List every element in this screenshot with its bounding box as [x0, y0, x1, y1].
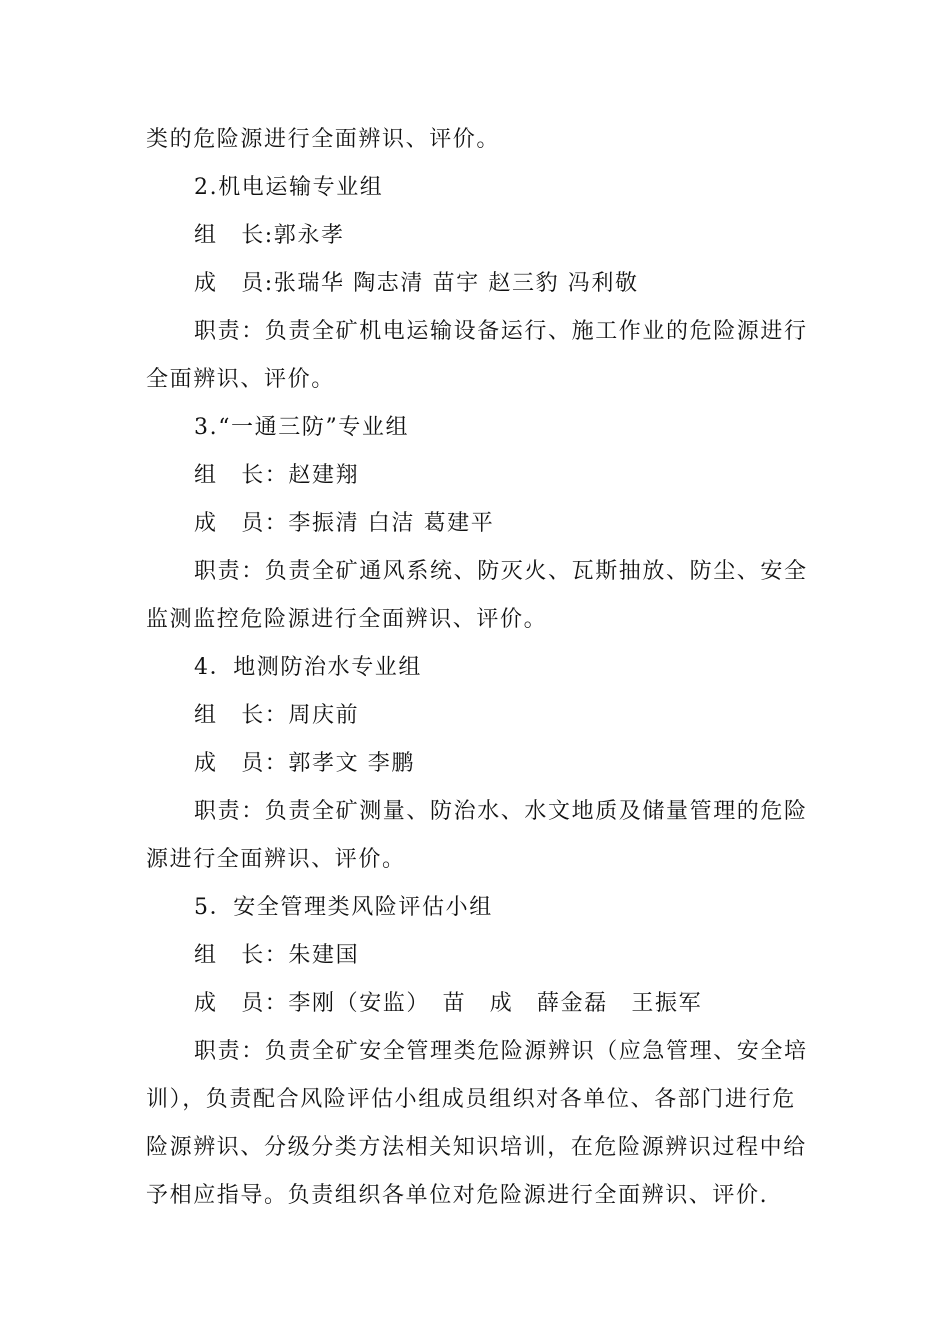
duty-continuation: 监测监控危险源进行全面辨识、评价。 — [146, 607, 548, 632]
group-members-line: 成 员：郭孝文 李鹏 — [194, 751, 415, 776]
duty-line: 职责：负责全矿测量、防治水、水文地质及储量管理的危险 — [194, 799, 808, 824]
group-leader-line: 组 长:郭永孝 — [194, 223, 345, 248]
section-heading-electromechanical: 2.机电运输专业组 — [194, 175, 384, 200]
section-heading-safety-management: 5．安全管理类风险评估小组 — [194, 895, 493, 920]
section-heading-geology-water: 4．地测防治水专业组 — [194, 655, 422, 680]
duty-continuation: 全面辨识、评价。 — [146, 367, 335, 392]
duty-continuation: 予相应指导。负责组织各单位对危险源进行全面辨识、评价. — [146, 1183, 769, 1208]
group-leader-line: 组 长：周庆前 — [194, 703, 360, 728]
paragraph-continuation: 类的危险源进行全面辨识、评价。 — [146, 127, 501, 152]
duty-line: 职责：负责全矿机电运输设备运行、施工作业的危险源进行 — [194, 319, 808, 344]
duty-continuation: 险源辨识、分级分类方法相关知识培训，在危险源辨识过程中给 — [146, 1135, 807, 1160]
duty-continuation: 源进行全面辨识、评价。 — [146, 847, 406, 872]
group-leader-line: 组 长：朱建国 — [194, 943, 360, 968]
section-heading-ventilation: 3.“一通三防”专业组 — [194, 415, 410, 440]
duty-line: 职责：负责全矿通风系统、防灭火、瓦斯抽放、防尘、安全 — [194, 559, 808, 584]
group-members-line: 成 员:张瑞华 陶志清 苗宇 赵三豹 冯利敬 — [194, 271, 639, 296]
duty-line: 职责：负责全矿安全管理类危险源辨识（应急管理、安全培 — [194, 1039, 808, 1064]
document-page — [146, 116, 816, 1220]
group-members-line: 成 员：李刚（安监） 苗 成 薛金磊 王振军 — [194, 991, 703, 1016]
group-leader-line: 组 长：赵建翔 — [194, 463, 360, 488]
group-members-line: 成 员：李振清 白洁 葛建平 — [194, 511, 495, 536]
duty-continuation: 训），负责配合风险评估小组成员组织对各单位、各部门进行危 — [146, 1087, 796, 1112]
